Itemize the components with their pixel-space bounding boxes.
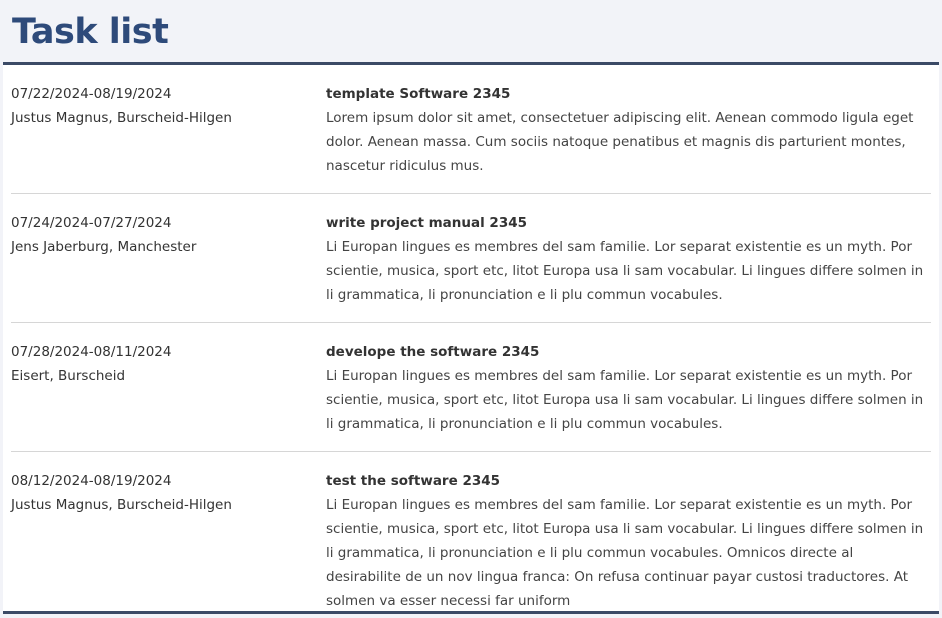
task-dates: 07/28/2024-08/11/2024 bbox=[11, 344, 172, 360]
task-row[interactable] bbox=[11, 323, 931, 452]
task-person: Eisert, Burscheid bbox=[11, 368, 126, 384]
page-header bbox=[0, 0, 942, 62]
task-description: Li Europan lingues es membres del sam familie. Lor separat existentie es un myth. Por scientie, musica, sport etc, litot Europa usa li sam vocabular. Li lingues differe solmen in li grammatica, li pronunciation e li plu commun vocabules. bbox=[326, 368, 924, 432]
task-meta bbox=[11, 340, 326, 436]
task-title: template Software 2345 bbox=[326, 86, 511, 102]
task-body bbox=[326, 469, 931, 613]
task-list bbox=[3, 65, 939, 614]
task-description: Li Europan lingues es membres del sam familie. Lor separat existentie es un myth. Por scientie, musica, sport etc, litot Europa usa li sam vocabular. Li lingues differe solmen in li grammatica, li pronunciation e li plu commun vocabules. Omnicos directe al desirabilite de un nov lingua franca: On refusa continuar payar custosi traductores. At solmen va esser necessi far uniform bbox=[326, 497, 924, 609]
task-person: Justus Magnus, Burscheid-Hilgen bbox=[11, 110, 232, 126]
task-body bbox=[326, 211, 931, 307]
task-row[interactable] bbox=[11, 65, 931, 194]
task-description: Li Europan lingues es membres del sam familie. Lor separat existentie es un myth. Por scientie, musica, sport etc, litot Europa usa li sam vocabular. Li lingues differe solmen in li grammatica, li pronunciation e li plu commun vocabules. bbox=[326, 239, 924, 303]
task-person: Jens Jaberburg, Manchester bbox=[11, 239, 197, 255]
page-title: Task list bbox=[12, 12, 169, 52]
task-list-card bbox=[3, 62, 939, 614]
task-dates: 07/24/2024-07/27/2024 bbox=[11, 215, 172, 231]
task-meta bbox=[11, 82, 326, 178]
task-body bbox=[326, 82, 931, 178]
task-person: Justus Magnus, Burscheid-Hilgen bbox=[11, 497, 232, 513]
task-dates: 07/22/2024-08/19/2024 bbox=[11, 86, 172, 102]
task-meta bbox=[11, 211, 326, 307]
task-body bbox=[326, 340, 931, 436]
task-title: test the software 2345 bbox=[326, 473, 501, 489]
task-description: Lorem ipsum dolor sit amet, consectetuer adipiscing elit. Aenean commodo ligula eget dolor. Aenean massa. Cum sociis natoque penatibus et magnis dis parturient montes, nascetur ridiculus mus. bbox=[326, 110, 914, 174]
task-title: develope the software 2345 bbox=[326, 344, 540, 360]
task-meta bbox=[11, 469, 326, 613]
task-row[interactable] bbox=[11, 194, 931, 323]
task-title: write project manual 2345 bbox=[326, 215, 528, 231]
task-dates: 08/12/2024-08/19/2024 bbox=[11, 473, 172, 489]
task-row[interactable] bbox=[11, 452, 931, 614]
